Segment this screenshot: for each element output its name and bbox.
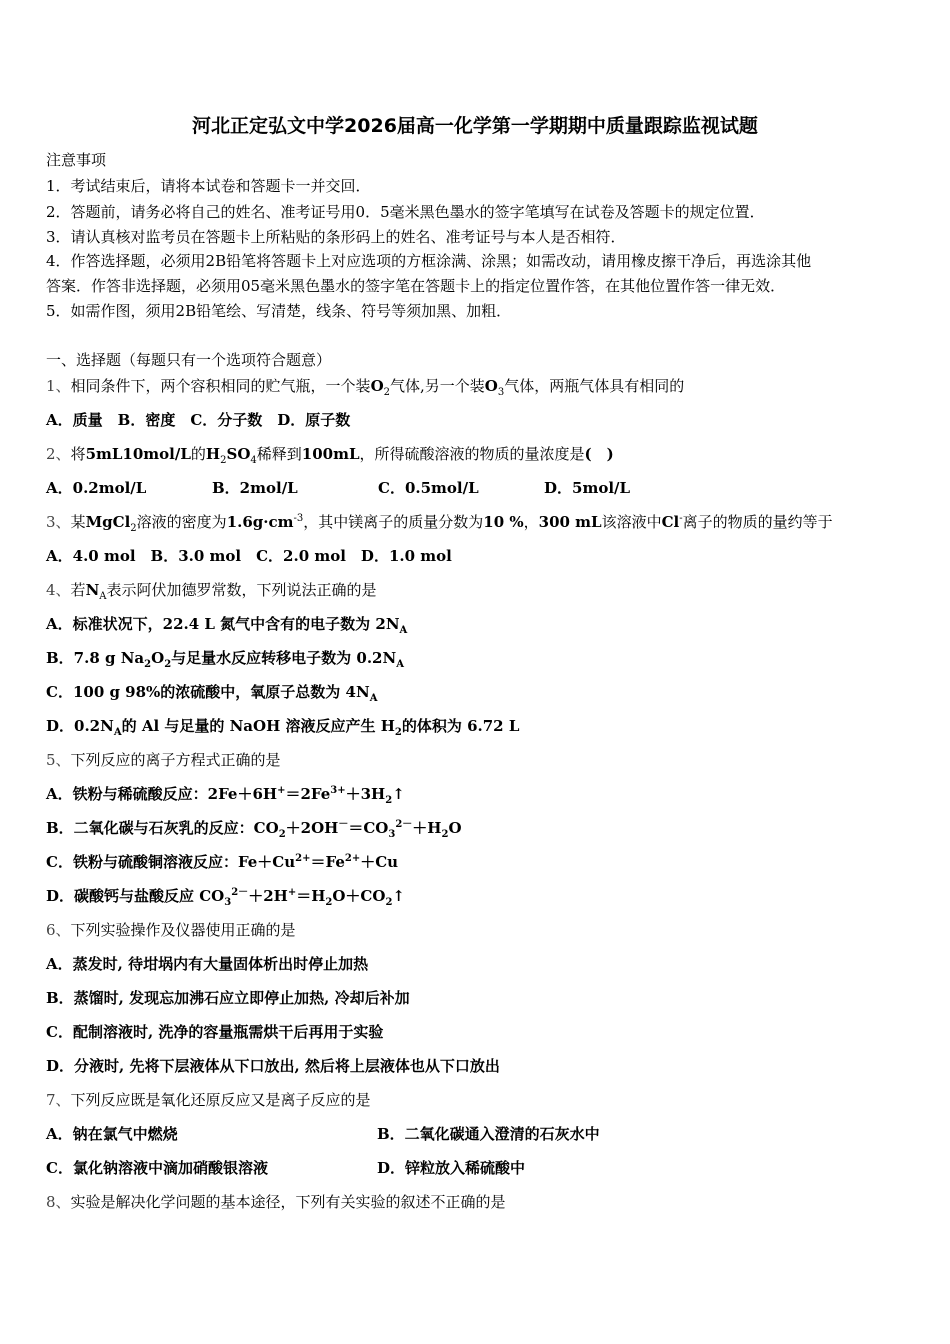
- notice-heading: 注意事项: [46, 151, 107, 169]
- notice-item: 1．考试结束后，请将本试卷和答题卡一并交回．: [46, 177, 371, 195]
- question-number: 4、: [46, 581, 71, 599]
- subscript: 2: [385, 897, 393, 908]
- superscript: +: [277, 785, 286, 796]
- text: ↑: [392, 887, 405, 905]
- text: N: [85, 581, 100, 599]
- superscript: -3: [293, 513, 304, 524]
- text: B．二氧化碳与石灰乳的反应：CO: [46, 819, 279, 837]
- text: ，所得硫酸溶液的物质的量浓度是: [359, 445, 585, 463]
- superscript: +: [287, 887, 297, 898]
- text: ，其中镁离子的质量分数为: [303, 513, 484, 531]
- subscript: 3: [388, 829, 396, 840]
- text: ＋2H: [248, 887, 288, 905]
- text: 稀释到: [256, 445, 302, 463]
- text: H: [205, 445, 221, 463]
- option-d: D．5mol/L: [544, 479, 631, 497]
- question-number: 2、: [46, 445, 71, 463]
- text: 该溶液中: [601, 513, 662, 531]
- question-number: 1、: [46, 377, 71, 395]
- option-c: C．0.5mol/L: [378, 479, 479, 497]
- subscript: 2: [325, 897, 333, 908]
- text: 的 Al 与足量的 NaOH 溶液反应产生 H: [121, 717, 395, 735]
- text: SO: [226, 445, 251, 463]
- text: MgCl: [85, 513, 131, 531]
- text: ＝Fe: [310, 853, 345, 871]
- question-4-option-b: [46, 648, 906, 668]
- question-5-option-d: [46, 886, 906, 906]
- text: 气体,另一个装: [390, 377, 485, 395]
- notice-item: 3．请认真核对监考员在答题卡上所粘贴的条形码上的姓名、准考证号与本人是否相符．: [46, 228, 626, 246]
- question-5-stem: [46, 750, 906, 770]
- question-7-stem: [46, 1090, 906, 1110]
- subscript: A: [399, 625, 408, 636]
- text: C．100 g 98%的浓硫酸中，氧原子总数为 4N: [46, 683, 370, 701]
- question-5-option-c: [46, 852, 906, 872]
- text: 溶液的密度为: [136, 513, 227, 531]
- subscript: A: [113, 727, 122, 738]
- text: ＋H: [412, 819, 442, 837]
- subscript: 2: [383, 387, 391, 398]
- text: A．标准状况下，22.4 L 氮气中含有的电子数为 2N: [46, 615, 400, 633]
- superscript: 3+: [330, 785, 346, 796]
- text: ＋Cu: [360, 853, 399, 871]
- question-number: 3、: [46, 513, 71, 531]
- subscript: 2: [385, 795, 393, 806]
- text: 10 %: [483, 513, 524, 531]
- subscript: 2: [164, 659, 172, 670]
- text: 下列实验操作及仪器使用正确的是: [70, 921, 296, 939]
- question-4-option-d: [46, 716, 906, 736]
- subscript: A: [396, 659, 404, 670]
- text: 100mL: [301, 445, 360, 463]
- subscript: A: [99, 591, 107, 602]
- option-a: A．0.2mol/L: [46, 479, 147, 497]
- text: 若: [70, 581, 86, 599]
- option-d: D．锌粒放入稀硫酸中: [377, 1159, 526, 1177]
- option-c: C．氯化钠溶液中滴加硝酸银溶液: [46, 1159, 268, 1177]
- text: O: [448, 819, 462, 837]
- text: 离子的物质的量约等于: [682, 513, 833, 531]
- subscript: 2: [130, 523, 137, 534]
- text: 相同条件下，两个容积相同的贮气瓶，一个装: [70, 377, 371, 395]
- notice-item: 4．作答选择题，必须用2B铅笔将答题卡上对应选项的方框涂满、涂黑；如需改动，请用橡皮擦干净后，再选涂其他: [46, 252, 812, 270]
- subscript: 3: [497, 387, 505, 398]
- question-1-stem: [46, 376, 906, 396]
- text: D．0.2N: [46, 717, 114, 735]
- text: 5mL10mol/L: [85, 445, 191, 463]
- question-number: 6、: [46, 921, 71, 939]
- text: 某: [70, 513, 86, 531]
- text: 气体，两瓶气体具有相同的: [504, 377, 685, 395]
- option-b: B．2mol/L: [212, 479, 298, 497]
- text: D．碳酸钙与盐酸反应 CO: [46, 887, 225, 905]
- question-2-options: [46, 478, 906, 498]
- question-number: 8、: [46, 1193, 71, 1211]
- text: 下列反应既是氧化还原反应又是离子反应的是: [70, 1091, 371, 1109]
- text: ＝H: [296, 887, 326, 905]
- text: ＋3H: [345, 785, 386, 803]
- text: ，: [523, 513, 539, 531]
- text: A．铁粉与稀硫酸反应：2Fe＋6H: [46, 785, 278, 803]
- text: B．7.8 g Na: [46, 649, 145, 667]
- subscript: 2: [144, 659, 152, 670]
- option-a: A．钠在氯气中燃烧: [46, 1125, 178, 1143]
- question-6-option-d: D．分液时, 先将下层液体从下口放出, 然后将上层液体也从下口放出: [46, 1057, 500, 1075]
- text: 的体积为 6.72 L: [401, 717, 520, 735]
- text: 表示阿伏加德罗常数，下列说法正确的是: [106, 581, 377, 599]
- text: C．铁粉与硫酸铜溶液反应：Fe＋Cu: [46, 853, 296, 871]
- superscript: 2－: [395, 819, 413, 830]
- text: ＋2OH: [285, 819, 339, 837]
- text: Cl: [661, 513, 680, 531]
- text: 300 mL: [538, 513, 602, 531]
- option-b: B．二氧化碳通入澄清的石灰水中: [377, 1125, 600, 1143]
- text: ＝CO: [348, 819, 389, 837]
- text: 与足量水反应转移电子数为 0.2N: [171, 649, 397, 667]
- text: ↑: [392, 785, 405, 803]
- subscript: 4: [250, 455, 257, 466]
- question-4-option-c: [46, 682, 906, 702]
- section-heading: 一、选择题（每题只有一个选项符合题意）: [46, 351, 332, 369]
- question-5-option-a: [46, 784, 906, 804]
- notice-item: 答案．作答非选择题，必须用05毫米黑色墨水的签字笔在答题卡上的指定位置作答，在其他位置作答一律无效．: [46, 277, 786, 295]
- superscript: -: [679, 513, 683, 524]
- question-7-options-row1: [46, 1124, 906, 1144]
- text: O: [484, 377, 498, 395]
- subscript: A: [369, 693, 378, 704]
- text: 1.6g·cm: [226, 513, 294, 531]
- page-title: 河北正定弘文中学2026届高一化学第一学期期中质量跟踪监视试题: [192, 115, 758, 137]
- question-6-option-a: A．蒸发时, 待坩埚内有大量固体析出时停止加热: [46, 955, 369, 973]
- question-number: 7、: [46, 1091, 71, 1109]
- question-7-options-row2: [46, 1158, 906, 1178]
- question-4-stem: [46, 580, 906, 600]
- question-4-option-a: [46, 614, 906, 634]
- notice-item: 2．答题前，请务必将自己的姓名、准考证号用0．5毫米黑色墨水的签字笔填写在试卷及答题卡的规定位置．: [46, 203, 765, 221]
- question-8-stem: [46, 1192, 906, 1212]
- subscript: 2: [394, 727, 402, 738]
- superscript: 2+: [295, 853, 311, 864]
- text: 下列反应的离子方程式正确的是: [70, 751, 281, 769]
- text: ＝2Fe: [285, 785, 331, 803]
- subscript: 2: [220, 455, 227, 466]
- question-1-options: A．质量 B．密度 C．分子数 D．原子数: [46, 411, 351, 429]
- question-2-stem: [46, 444, 906, 464]
- text: O: [151, 649, 165, 667]
- question-6-stem: [46, 920, 906, 940]
- text: ( ): [584, 445, 614, 463]
- text: O＋CO: [332, 887, 386, 905]
- superscript: 2+: [344, 853, 361, 864]
- subscript: 2: [441, 829, 449, 840]
- question-3-stem: [46, 512, 906, 532]
- superscript: 2－: [231, 887, 249, 898]
- question-3-options: A．4.0 mol B．3.0 mol C．2.0 mol D．1.0 mol: [46, 547, 452, 565]
- superscript: －: [338, 819, 349, 830]
- subscript: 2: [278, 829, 286, 840]
- question-5-option-b: [46, 818, 906, 838]
- question-6-option-c: C．配制溶液时, 洗净的容量瓶需烘干后再用于实验: [46, 1023, 384, 1041]
- question-6-option-b: B．蒸馏时, 发现忘加沸石应立即停止加热, 冷却后补加: [46, 989, 410, 1007]
- text: 实验是解决化学问题的基本途径，下列有关实验的叙述不正确的是: [70, 1193, 506, 1211]
- notice-item: 5．如需作图，须用2B铅笔绘、写清楚，线条、符号等须加黑、加粗．: [46, 302, 512, 320]
- question-number: 5、: [46, 751, 71, 769]
- subscript: 3: [224, 897, 232, 908]
- text: 将: [70, 445, 86, 463]
- text: 的: [190, 445, 206, 463]
- text: O: [370, 377, 384, 395]
